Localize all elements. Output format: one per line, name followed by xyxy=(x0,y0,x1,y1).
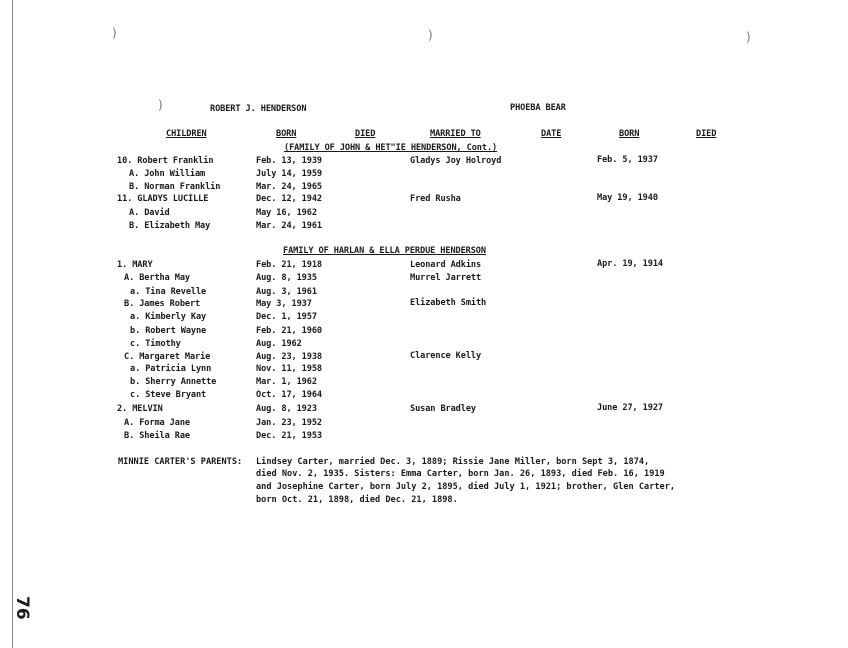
row-born: Aug. 8, 1935 xyxy=(256,273,317,283)
row-name: 10. Robert Franklin xyxy=(117,156,214,166)
row-spouse-born: Apr. 19, 1914 xyxy=(597,259,663,269)
section-title-harlan-ella: FAMILY OF HARLAN & ELLA PERDUE HENDERSON xyxy=(283,246,486,256)
row-born: Aug. 8, 1923 xyxy=(256,404,317,414)
parents-note-line: Lindsey Carter, married Dec. 3, 1889; Rissie Jane Miller, born Sept 3, 1874, xyxy=(256,457,650,467)
row-name: A. Forma Jane xyxy=(124,418,190,428)
row-name: c. Steve Bryant xyxy=(130,390,207,400)
page-number: 76 xyxy=(12,596,32,620)
row-name: A. David xyxy=(129,208,170,218)
row-name: c. Timothy xyxy=(130,339,181,349)
row-name: B. James Robert xyxy=(124,299,201,309)
punch-mark: ) xyxy=(158,98,163,112)
row-name: B. Sheila Rae xyxy=(124,431,190,441)
row-born: Jan. 23, 1952 xyxy=(256,418,322,428)
col-married-to: MARRIED TO xyxy=(430,129,481,139)
col-spouse-born: BORN xyxy=(619,129,640,139)
husband-name: ROBERT J. HENDERSON xyxy=(210,104,307,114)
row-name: a. Kimberly Kay xyxy=(130,312,207,322)
row-born: July 14, 1959 xyxy=(256,169,322,179)
row-spouse-born: Feb. 5, 1937 xyxy=(597,155,658,165)
row-name: a. Patricia Lynn xyxy=(130,364,212,374)
row-married: Elizabeth Smith xyxy=(410,298,487,308)
row-born: Aug. 1962 xyxy=(256,339,302,349)
row-name: A. Bertha May xyxy=(124,273,190,283)
row-name: 2. MELVIN xyxy=(117,404,163,414)
row-born: Feb. 21, 1960 xyxy=(256,326,322,336)
col-born: BORN xyxy=(276,129,297,139)
row-born: Feb. 13, 1939 xyxy=(256,156,322,166)
punch-mark: ) xyxy=(112,26,117,40)
row-born: Dec. 12, 1942 xyxy=(256,194,322,204)
row-born: Nov. 11, 1958 xyxy=(256,364,322,374)
row-born: Mar. 24, 1961 xyxy=(256,221,322,231)
parents-note-line: born Oct. 21, 1898, died Dec. 21, 1898. xyxy=(256,495,458,505)
row-born: May 16, 1962 xyxy=(256,208,317,218)
row-name: b. Robert Wayne xyxy=(130,326,207,336)
row-spouse-born: May 19, 1940 xyxy=(597,193,658,203)
row-name: B. Elizabeth May xyxy=(129,221,211,231)
row-born: Oct. 17, 1964 xyxy=(256,390,322,400)
parents-note-label: MINNIE CARTER'S PARENTS: xyxy=(118,457,243,467)
row-married: Susan Bradley xyxy=(410,404,476,414)
row-name: 1. MARY xyxy=(117,260,153,270)
section-title-john-hettie: (FAMILY OF JOHN & HET"IE HENDERSON, Cont.) xyxy=(284,143,498,153)
col-died: DIED xyxy=(355,129,376,139)
parents-note-line: died Nov. 2, 1935. Sisters: Emma Carter, born Jan. 26, 1893, died Feb. 16, 1919 xyxy=(256,469,665,479)
row-born: Feb. 21, 1918 xyxy=(256,260,322,270)
row-name: A. John William xyxy=(129,169,206,179)
wife-name: PHOEBA BEAR xyxy=(510,103,566,113)
col-date: DATE xyxy=(541,129,562,139)
row-married: Murrel Jarrett xyxy=(410,273,482,283)
row-name: B. Norman Franklin xyxy=(129,182,221,192)
row-name: 11. GLADYS LUCILLE xyxy=(117,194,209,204)
row-spouse-born: June 27, 1927 xyxy=(597,403,663,413)
row-born: Dec. 21, 1953 xyxy=(256,431,322,441)
row-born: Mar. 24, 1965 xyxy=(256,182,322,192)
row-name: b. Sherry Annette xyxy=(130,377,217,387)
row-born: May 3, 1937 xyxy=(256,299,312,309)
row-born: Dec. 1, 1957 xyxy=(256,312,317,322)
row-married: Clarence Kelly xyxy=(410,351,482,361)
col-spouse-died: DIED xyxy=(696,129,717,139)
row-married: Gladys Joy Holroyd xyxy=(410,156,502,166)
row-born: Mar. 1, 1962 xyxy=(256,377,317,387)
parents-note-line: and Josephine Carter, born July 2, 1895, died July 1, 1921; brother, Glen Carter, xyxy=(256,482,676,492)
page-edge-line xyxy=(12,0,13,648)
row-married: Fred Rusha xyxy=(410,194,461,204)
row-born: Aug. 23, 1938 xyxy=(256,352,322,362)
punch-mark: ) xyxy=(428,28,433,42)
row-name: a. Tina Revelle xyxy=(130,287,207,297)
col-children: CHILDREN xyxy=(166,129,207,139)
punch-mark: ) xyxy=(746,30,751,44)
row-name: C. Margaret Marie xyxy=(124,352,211,362)
row-married: Leonard Adkins xyxy=(410,260,482,270)
row-born: Aug. 3, 1961 xyxy=(256,287,317,297)
